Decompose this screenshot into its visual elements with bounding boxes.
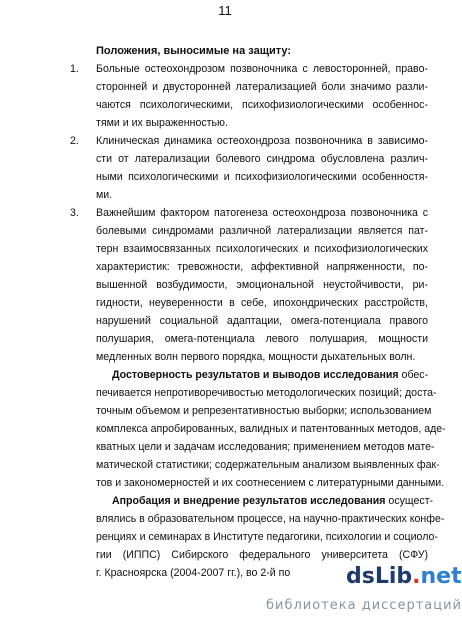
paragraph-line: кватных цели и задачам исследования; применением методов мате- bbox=[96, 441, 435, 453]
list-line: медленных волн первого порядка, мощности дыхательных волн. bbox=[96, 351, 416, 363]
reliability-title: Достоверность результатов и выводов исследования bbox=[112, 369, 399, 381]
section-heading: Положения, выносимые на защиту: bbox=[96, 45, 292, 57]
paragraph-line bbox=[112, 494, 434, 509]
logo-tld: net bbox=[420, 564, 462, 589]
list-line: сторонней и двусторонней латерализацией боли значимо разли- bbox=[96, 81, 428, 93]
list-line: характеристик: тревожности, аффективной напряженности, по- bbox=[96, 261, 428, 273]
list-line: ными психологическими и психофизиологическими особенностя- bbox=[96, 171, 428, 183]
list-line: сти от латерализации болевого синдрома обусловлена различ- bbox=[96, 153, 428, 165]
logo-main: dsLib bbox=[346, 564, 413, 589]
list-line: Больные остеохондрозом позвоночника с левосторонней, право- bbox=[96, 63, 428, 75]
list-line: нарушений социальной адаптации, омега-потенциала правого bbox=[96, 315, 428, 327]
paragraph-line bbox=[112, 368, 428, 383]
paragraph-line: комплекса апробированных, валидных и патентованных методов, аде- bbox=[96, 423, 446, 435]
paragraph-line: гии (ИППС) Сибирского федерального университета (СФУ) bbox=[96, 549, 428, 561]
reliability-first-rest: обес- bbox=[398, 369, 429, 381]
paragraph-line: тов и закономерностей и их соотнесением с литературными данными. bbox=[96, 477, 445, 489]
list-line: Клиническая динамика остеохондроза позвоночника в зависимо- bbox=[96, 135, 428, 147]
list-line: полушария, омега-потенциала левого полушария, мощности bbox=[96, 333, 428, 345]
paragraph-line: ренциях и семинарах в Институте педагогики, психологии и социоло- bbox=[96, 531, 438, 543]
logo-dot: . bbox=[412, 564, 421, 589]
approbation-first-rest: осущест- bbox=[385, 495, 434, 507]
paragraph-line: влялись в образовательном процессе, на научно-практических конфе- bbox=[96, 513, 445, 525]
paragraph-line: г. Красноярска (2004-2007 гг.), во 2-й по bbox=[96, 567, 291, 579]
list-line: чаются психологическими, психофизиологическими особеннос- bbox=[96, 99, 428, 111]
list-line: болевыми синдромами различной латерализации является пат- bbox=[96, 225, 428, 237]
approbation-title: Апробация и внедрение результатов исследования bbox=[112, 495, 386, 507]
list-line: гидности, неуверенности в себе, ипохондрических расстройств, bbox=[96, 297, 428, 309]
list-number: 3. bbox=[70, 207, 79, 219]
list-line: терн взаимосвязанных психологических и психофизиологических bbox=[96, 243, 428, 255]
list-line: ми. bbox=[96, 189, 113, 201]
list-line: Важнейшим фактором патогенеза остеохондроза позвоночника с bbox=[96, 207, 428, 219]
dslib-subtitle: библиотека диссертаций bbox=[266, 598, 462, 613]
page-number: 11 bbox=[218, 3, 232, 18]
list-number: 2. bbox=[70, 135, 79, 147]
dslib-watermark bbox=[266, 562, 462, 621]
list-number: 1. bbox=[70, 63, 79, 75]
dslib-logo bbox=[346, 564, 462, 590]
paragraph-line: точным объемом и репрезентативностью выборки; использованием bbox=[96, 405, 432, 417]
list-line: тями и их выраженностью. bbox=[96, 117, 228, 129]
paragraph-line: матической статистики; содержательным анализом выявленных фак- bbox=[96, 459, 440, 471]
list-line: вышенной возбудимости, эмоциональной неустойчивости, ри- bbox=[96, 279, 428, 291]
paragraph-line: печивается непротиворечивостью методологических позиций; доста- bbox=[96, 387, 437, 399]
